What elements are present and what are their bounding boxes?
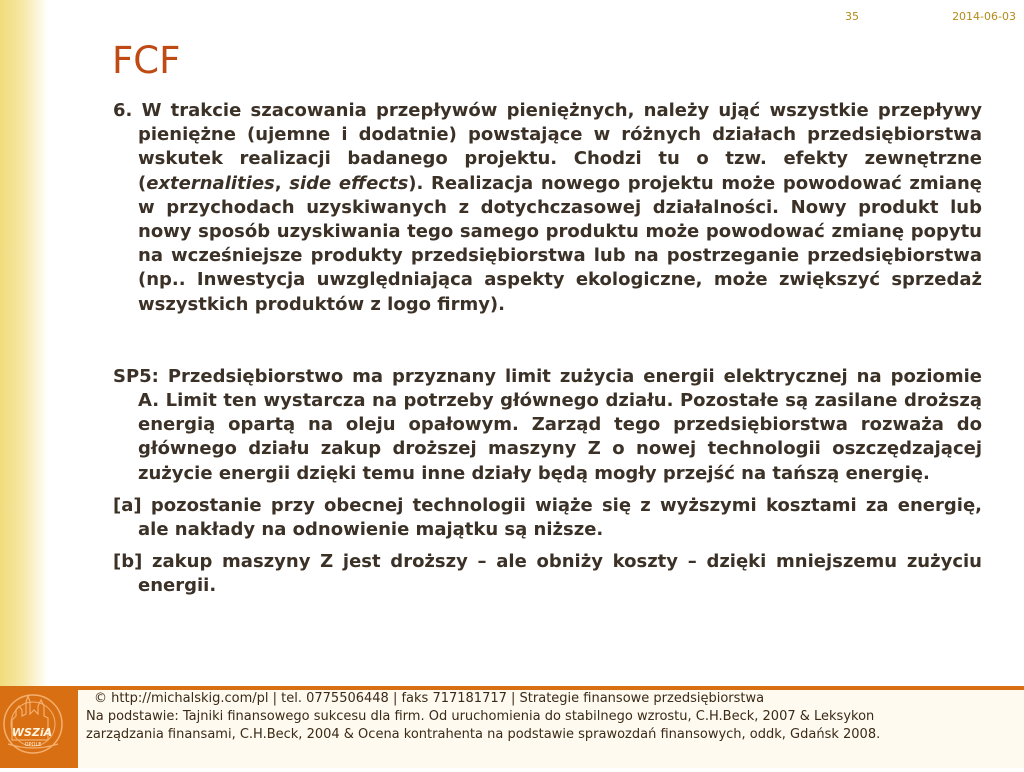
logo-text: WSZiA	[11, 726, 53, 739]
footer-line-sources-2: zarządzania finansami, C.H.Beck, 2004 & Ocena kontrahenta na podstawie sprawozdań finansowych, oddk, Gdańsk 2008.	[86, 727, 881, 742]
paragraph-text: 6. W trakcie szacowania przepływów pieniężnych, należy ująć wszystkie przepływy pieniężne (ujemne i dodatnie) powstające w różnych działach przedsiębiorstwa wskutek realizacji badanego projektu. Chodzi tu o tzw. efekty zewnętrzne (	[113, 100, 982, 194]
term-side-effects: side effects	[289, 172, 409, 194]
term-separator: ,	[274, 172, 290, 194]
paragraph-sp5: SP5: Przedsiębiorstwo ma przyznany limit zużycia energii elektrycznej na poziomie A. Limit ten wystarcza na potrzeby głównego działu. Pozostałe są zasilane droższą energią opartą na oleju opałowym. Zarząd tego przedsiębiorstwa rozważa do głównego działu zakup droższej maszyny Z o nowej technologii oszczędzającej zużycie energii dzięki temu inne działy będą mogły przejść na tańszą energię.	[113, 365, 982, 484]
paragraph-text: ). Realizacja nowego projektu może powodować zmianę w przychodach uzyskiwanych z dotychczasowej działalności. Nowy produkt lub nowy sposób uzyskiwania tego samego produktu może powodować zmianę popytu na wcześniejsze produkty przedsiębiorstwa lub na postrzeganie przedsiębiorstwa (np.. Inwestycja uwzględniająca aspekty ekologiczne, może zwiększyć sprzedaż wszystkich produktów z logo firmy).	[138, 172, 982, 315]
footer-line-sources-1: Na podstawie: Tajniki finansowego sukcesu dla firm. Od uruchomienia do stabilnego wzrostu, C.H.Beck, 2007 & Leksykon	[86, 709, 875, 724]
wszia-logo	[0, 686, 78, 768]
footer-bar	[0, 686, 1024, 768]
slide-date: 2014-06-03	[952, 10, 1016, 23]
footer-credits	[78, 690, 1024, 768]
paragraph-externalities	[113, 99, 982, 317]
footer-line-contact: © http://michalskig.com/pl | tel. 0775506448 | faks 717181717 | Strategie finansowe przedsiębiorstwa	[94, 691, 765, 706]
paragraph-option-b: [b] zakup maszyny Z jest droższy – ale obniży koszty – dzięki mniejszemu zużyciu energii.	[113, 551, 982, 597]
paragraph-option-a: [a] pozostanie przy obecnej technologii wiąże się z wyższymi kosztami za energię, ale nakłady na odnowienie majątku są niższe.	[113, 494, 982, 541]
term-externalities: externalities	[146, 172, 275, 194]
left-decorative-bar	[0, 0, 48, 686]
logo-emblem-icon	[0, 686, 78, 768]
slide-title: FCF	[112, 39, 181, 82]
page-number: 35	[845, 10, 859, 23]
logo-subtext: OPOLE	[24, 742, 42, 748]
slide-body	[113, 99, 982, 599]
